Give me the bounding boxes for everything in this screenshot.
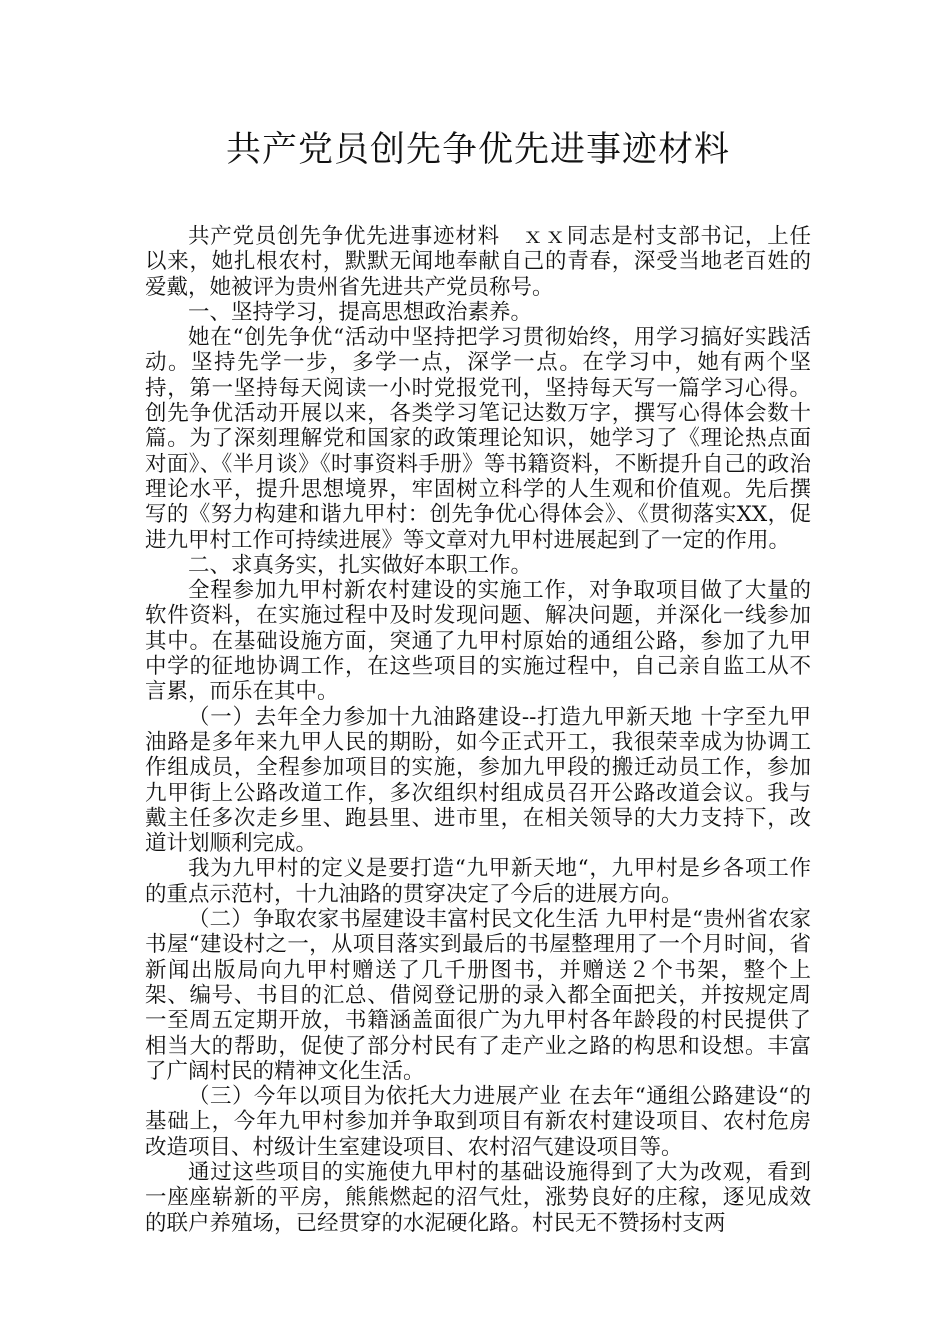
document-body [145, 224, 811, 1236]
paragraph-new-world: 我为九甲村的定义是要打造“九甲新天地“，九甲村是乡各项工作的重点示范村，十九油路的贯穿决定了今后的进展方向。 [145, 856, 811, 907]
paragraph-road: （一）去年全力参加十九油路建设--打造九甲新天地 十字至九甲油路是多年来九甲人民的期盼，如今正式开工，我很荣幸成为协调工作组成员，全程参加项目的实施，参加九甲段的搬迁动员工作，参加九甲街上公路改道工作，多次组织村组成员召开公路改道会议。我与戴主任多次走乡里、跑县里、进市里，在相关领导的大力支持下，改道计划顺利完成。 [145, 704, 811, 857]
paragraph-work: 全程参加九甲村新农村建设的实施工作，对争取项目做了大量的软件资料，在实施过程中及时发现问题、解决问题，并深化一线参加其中。在基础设施方面，突通了九甲村原始的通组公路，参加了九甲中学的征地协调工作，在这些项目的实施过程中，自己亲自监工从不言累，而乐在其中。 [145, 578, 811, 705]
paragraph-study: 她在“创先争优“活动中坚持把学习贯彻始终，用学习搞好实践活动。坚持先学一步，多学一点，深学一点。在学习中，她有两个坚持，第一坚持每天阅读一小时党报党刊，坚持每天写一篇学习心得。创先争优活动开展以来，各类学习笔记达数万字，撰写心得体会数十篇。为了深刻理解党和国家的政策理论知识，她学习了《理论热点面对面》、《半月谈》《时事资料手册》等书籍资料，不断提升自己的政治理论水平，提升思想境界，牢固树立科学的人生观和价值观。先后撰写的《努力构建和谐九甲村：创先争优心得体会》、《贯彻落实XX，促进九甲村工作可持续进展》等文章对九甲村进展起到了一定的作用。 [145, 325, 811, 553]
section-heading-2: 二、求真务实，扎实做好本职工作。 [188, 552, 533, 578]
document-page [145, 128, 811, 1236]
section-heading-1: 一、坚持学习，提高思想政治素养。 [188, 299, 533, 325]
document-title: 共产党员创先争优先进事迹材料 [225, 130, 730, 170]
paragraph-results: 通过这些项目的实施使九甲村的基础设施得到了大为改观，看到一座座崭新的平房，熊熊燃起的沼气灶，涨势良好的庄稼，逐见成效的联户养殖场，已经贯穿的水泥硬化路。村民无不赞扬村支两 [145, 1159, 811, 1236]
paragraph-projects: （三）今年以项目为依托大力进展产业 在去年“通组公路建设“的基础上，今年九甲村参加并争取到项目有新农村建设项目、农村危房改造项目、村级计生室建设项目、农村沼气建设项目等。 [145, 1084, 811, 1160]
paragraph-library: （二）争取农家书屋建设丰富村民文化生活 九甲村是“贵州省农家书屋“建设村之一，从项目落实到最后的书屋整理用了一个月时间，省新闻出版局向九甲村赠送了几千册图书，并赠送２个书架，整个上架、编号、书目的汇总、借阅登记册的录入都全面把关，并按规定周一至周五定期开放，书籍涵盖面很广为九甲村各年龄段的村民提供了相当大的帮助，促使了部分村民有了走产业之路的构思和设想。丰富了广阔村民的精神文化生活。 [145, 907, 811, 1084]
paragraph-intro: 共产党员创先争优先进事迹材料 ｘｘ同志是村支部书记，上任以来，她扎根农村，默默无闻地奉献自己的青春，深受当地老百姓的爱戴，她被评为贵州省先进共产党员称号。 [145, 224, 811, 300]
